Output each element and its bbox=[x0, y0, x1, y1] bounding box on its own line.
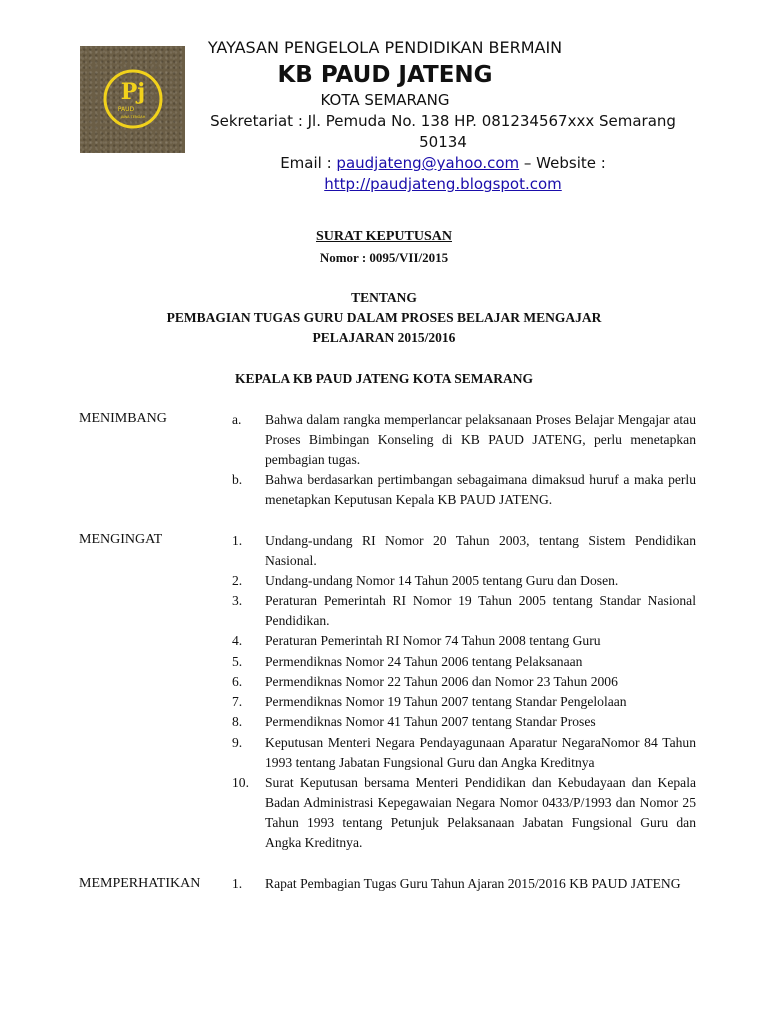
contact-line bbox=[195, 153, 691, 174]
item-text: Permendiknas Nomor 41 Tahun 2007 tentang Standar Proses bbox=[265, 714, 596, 729]
address-line-1: Sekretariat : Jl. Pemuda No. 138 HP. 081234567xxx Semarang bbox=[210, 112, 676, 130]
item-marker: 10. bbox=[232, 775, 249, 790]
website-link[interactable]: http://paudjateng.blogspot.com bbox=[324, 175, 562, 193]
list-item bbox=[232, 712, 696, 732]
item-text: Peraturan Pemerintah RI Nomor 19 Tahun 2005 tentang Standar Nasional Pendidikan. bbox=[265, 593, 696, 628]
subject-line-2: PELAJARAN 2015/2016 bbox=[312, 330, 456, 345]
item-marker: 7. bbox=[232, 694, 243, 709]
website-line bbox=[195, 174, 691, 195]
list-item bbox=[232, 470, 696, 510]
list-item bbox=[232, 652, 696, 672]
section-label-memperhatikan: MEMPERHATIKAN bbox=[79, 876, 201, 891]
address bbox=[195, 111, 691, 153]
item-text: Undang-undang Nomor 14 Tahun 2005 tentang Guru dan Dosen. bbox=[265, 573, 619, 588]
item-marker: 1. bbox=[232, 533, 243, 548]
item-text: Permendiknas Nomor 22 Tahun 2006 dan Nomor 23 Tahun 2006 bbox=[265, 674, 618, 689]
foundation-name: YAYASAN PENGELOLA PENDIDIKAN BERMAIN bbox=[207, 38, 563, 57]
organization-name: KB PAUD JATENG bbox=[277, 62, 493, 88]
item-text: Undang-undang RI Nomor 20 Tahun 2003, tentang Sistem Pendidikan Nasional. bbox=[265, 533, 696, 568]
item-marker: 5. bbox=[232, 654, 243, 669]
svg-text:JAWA TENGAH: JAWA TENGAH bbox=[120, 115, 146, 119]
list-item bbox=[232, 672, 696, 692]
document-heading: SURAT KEPUTUSAN bbox=[315, 229, 452, 244]
about-heading: TENTANG bbox=[351, 290, 417, 305]
list-item bbox=[232, 874, 696, 894]
item-text: Permendiknas Nomor 24 Tahun 2006 tentang Pelaksanaan bbox=[265, 654, 583, 669]
item-marker: 4. bbox=[232, 633, 243, 648]
item-marker: 3. bbox=[232, 593, 243, 608]
item-marker: 9. bbox=[232, 735, 243, 750]
item-marker: 6. bbox=[232, 674, 243, 689]
item-marker: b. bbox=[232, 472, 243, 487]
section-label-mengingat: MENGINGAT bbox=[79, 532, 163, 547]
item-text: Surat Keputusan bersama Menteri Pendidikan dan Kebudayaan dan Kepala Badan Administrasi Kepegawaian Negara Nomor 0433/P/1993 dan Nomor 25 Tahun 1993 tentang Petunjuk Pelaksanaan Jabatan Fungsional Guru dan Angka Kreditnya. bbox=[265, 775, 696, 850]
item-text: Rapat Pembagian Tugas Guru Tahun Ajaran 2015/2016 KB PAUD JATENG bbox=[265, 876, 681, 891]
item-text: Permendiknas Nomor 19 Tahun 2007 tentang Standar Pengelolaan bbox=[265, 694, 627, 709]
email-label: Email : bbox=[280, 154, 337, 172]
document-number: Nomor : 0095/VII/2015 bbox=[319, 250, 449, 265]
list-item bbox=[232, 692, 696, 712]
item-text: Keputusan Menteri Negara Pendayagunaan Aparatur NegaraNomor 84 Tahun 1993 tentang Jabatan Fungsional Guru dan Angka Kreditnya bbox=[265, 735, 696, 770]
item-text: Bahwa berdasarkan pertimbangan sebagaimana dimaksud huruf a maka perlu menetapkan Keputusan Kepala KB PAUD JATENG. bbox=[265, 472, 696, 507]
subject-line-1: PEMBAGIAN TUGAS GURU DALAM PROSES BELAJAR MENGAJAR bbox=[166, 310, 602, 325]
item-text: Peraturan Pemerintah RI Nomor 74 Tahun 2008 tentang Guru bbox=[265, 633, 601, 648]
list-item bbox=[232, 571, 696, 591]
website-label: – Website : bbox=[519, 154, 606, 172]
list-item bbox=[232, 773, 696, 853]
email-link[interactable]: paudjateng@yahoo.com bbox=[336, 154, 520, 172]
list-item bbox=[232, 410, 696, 470]
list-item bbox=[232, 733, 696, 773]
item-marker: 8. bbox=[232, 714, 243, 729]
item-text: Bahwa dalam rangka memperlancar pelaksanaan Proses Belajar Mengajar atau Proses Bimbingan Konseling di KB PAUD JATENG, perlu menetapkan pembagian tugas. bbox=[265, 412, 696, 467]
svg-text:Pj: Pj bbox=[120, 79, 146, 105]
list-item bbox=[232, 631, 696, 651]
item-marker: a. bbox=[232, 412, 242, 427]
list-item bbox=[232, 591, 696, 631]
pj-emblem-icon bbox=[102, 68, 164, 130]
item-marker: 1. bbox=[232, 876, 243, 891]
issuer-heading: KEPALA KB PAUD JATENG KOTA SEMARANG bbox=[235, 371, 533, 386]
list-item bbox=[232, 531, 696, 571]
address-line-2: 50134 bbox=[419, 133, 467, 151]
city-name: KOTA SEMARANG bbox=[320, 91, 450, 109]
item-marker: 2. bbox=[232, 573, 243, 588]
section-label-menimbang: MENIMBANG bbox=[79, 411, 167, 426]
svg-text:PAUD: PAUD bbox=[117, 106, 135, 113]
foundation-logo bbox=[80, 46, 185, 153]
